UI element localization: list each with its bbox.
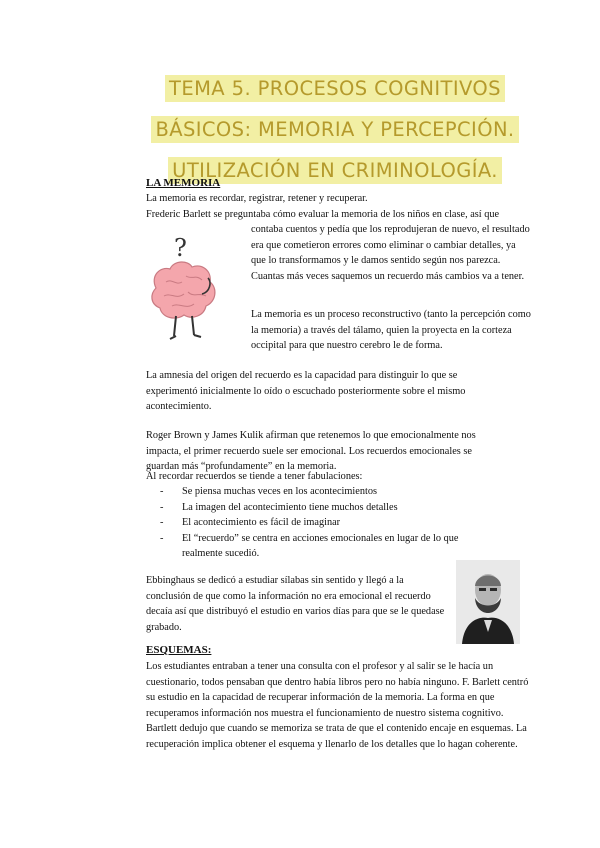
brown-kulik-paragraph: Roger Brown y James Kulik afirman que retenemos lo que emocionalmente nos impacta, el primer recuerdo suele ser emocional. Los recuerdos emocionales se guardan más “profundamente” en la memoria. [146,430,476,472]
fabulaciones-intro: Al recordar recuerdos se tiende a tener fabulaciones: [146,471,363,482]
list-item: - La imagen del acontecimiento tiene muchos detalles [160,501,398,513]
bartlett-intro: Frederic Barlett se preguntaba cómo evaluar la memoria de los niños en clase, así que [146,209,500,220]
list-item: - Se piensa muchas veces en los acontecimientos [160,486,378,497]
fabulaciones-list [160,484,500,562]
list-item: - El “recuerdo” se centra en acciones emocionales en lugar de lo que realmente sucedió. [160,532,459,559]
ebbinghaus-portrait [456,560,520,644]
section-heading-esquemas: ESQUEMAS: [146,644,212,656]
memoria-definition: La memoria es recordar, registrar, retener y recuperar. [146,193,368,204]
amnesia-paragraph: La amnesia del origen del recuerdo es la capacidad para distinguir lo que se experimentó inicialmente lo oído o escuchado posteriormente sobre el mismo acontecimiento. [146,370,466,412]
esquemas-paragraph: Los estudiantes entraban a tener una consulta con el profesor y al salir se le hacía un cuestionario, todos pensaban que dentro había libros pero no había ninguno. F. Barlett centró su estudio en la capacidad de recuperar información de la memoria. La forma en que recuperamos información nos muestra el funcionamiento de nuestro sistema cognitivo. Bartlett dedujo que cuando se memoriza se trata de que el contenido encaje en esquemas. La recuperación implica obtener el esquema y llenarlo de los detalles que lo hagan coherente. [146,661,529,750]
bartlett-paragraph: contaba cuentos y pedía que los reprodujeran de nuevo, el resultado era que cometieron errores como eliminar o cambiar detalles, ya que lo transformamos y le damos sentido según nos parezca. Cuantas más veces saquemos un recuerdo más cambios va a tener. [251,224,530,282]
section-heading-memoria: LA MEMORIA [146,177,221,189]
reconstructive-paragraph: La memoria es un proceso reconstructivo (tanto la percepción como la memoria) a través del tálamo, quien la proyecta en la corteza occipital para que nuestro cerebro le de forma. [251,309,531,351]
page-title [140,68,530,191]
ebbinghaus-paragraph: Ebbinghaus se dedicó a estudiar sílabas sin sentido y llegó a la conclusión de que como la información no era emocional el recuerdo decaía así que distribuyó el estudio en varios días para que se le quedase grabado. [146,575,445,633]
svg-text:?: ? [174,236,187,262]
page-title-text: TEMA 5. PROCESOS COGNITIVOS BÁSICOS: MEMORIA Y PERCEPCIÓN. UTILIZACIÓN EN CRIMINOLOGÍA. [151,75,518,184]
list-item: - El acontecimiento es fácil de imaginar [160,517,341,528]
thinking-brain-icon [146,236,222,346]
